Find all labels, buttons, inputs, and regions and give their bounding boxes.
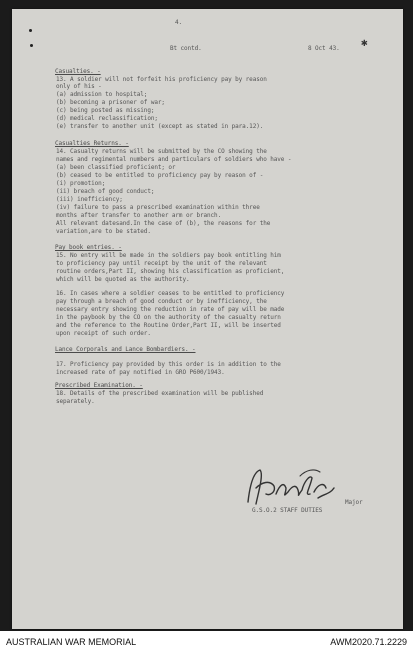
heading-lance: Lance Corporals and Lance Bombardiers. - bbox=[55, 346, 196, 353]
text-line: (b) ceased to be entitled to proficiency pay by reason of - bbox=[56, 172, 264, 179]
text-line: 13. A soldier will not forfeit his proficiency pay by reason bbox=[56, 76, 267, 83]
archive-footer bbox=[0, 631, 413, 653]
text-line: and the reference to the Routine Order,Part II, will be inserted bbox=[56, 322, 281, 329]
heading-pay-book: Pay book entries. - bbox=[55, 244, 122, 251]
text-line: (i) promotion; bbox=[56, 180, 106, 187]
text-line: (a) been classified proficient; or bbox=[56, 164, 176, 171]
text-line: separately. bbox=[56, 398, 95, 405]
text-line: (b) becoming a prisoner of war; bbox=[56, 99, 165, 106]
text-line: (iii) inefficiency; bbox=[56, 196, 123, 203]
text-line: in the paybook by the CO on the authority of the casualty return bbox=[56, 314, 281, 321]
text-line: pay through a breach of good conduct or by inefficiency, the bbox=[56, 298, 267, 305]
handwritten-signature bbox=[240, 464, 340, 508]
page-number: 4. bbox=[175, 19, 183, 26]
text-line: 18. Details of the prescribed examination will be published bbox=[56, 390, 264, 397]
text-line: to proficiency pay until receipt by the unit of the relevant bbox=[56, 260, 267, 267]
text-line: 16. In cases where a soldier ceases to be entitled to proficiency bbox=[56, 290, 285, 297]
document-page bbox=[12, 9, 403, 629]
heading-casualty-returns: Casualties Returns. - bbox=[55, 140, 129, 147]
header-date: 8 Oct 43. bbox=[308, 45, 340, 52]
punch-hole bbox=[29, 29, 32, 32]
signature-rank: Major bbox=[345, 499, 363, 506]
text-line: names and regimental numbers and particulars of soldiers who have - bbox=[56, 156, 292, 163]
footer-accession-number: AWM2020.71.2229 bbox=[330, 637, 407, 647]
text-line: only of his - bbox=[56, 83, 102, 90]
heading-casualties: Casualties. - bbox=[55, 68, 101, 75]
text-line: (d) medical reclassification; bbox=[56, 115, 158, 122]
text-line: 14. Casualty returns will be submitted by the CO showing the bbox=[56, 148, 267, 155]
text-line: upon receipt of such order. bbox=[56, 330, 151, 337]
text-line: (iv) failure to pass a prescribed examination within three bbox=[56, 204, 260, 211]
text-line: which will be quoted as the authority. bbox=[56, 276, 190, 283]
text-line: necessary entry showing the reduction in rate of pay will be made bbox=[56, 306, 285, 313]
text-line: (a) admission to hospital; bbox=[56, 91, 148, 98]
text-line: (c) being posted as missing; bbox=[56, 107, 155, 114]
heading-exam: Prescribed Examination. - bbox=[55, 382, 143, 389]
text-line: routine orders,Part II, showing his classification as proficient, bbox=[56, 268, 285, 275]
punch-hole bbox=[30, 44, 33, 47]
text-line: (ii) breach of good conduct; bbox=[56, 188, 155, 195]
signature-title: G.S.O.2 STAFF DUTIES bbox=[252, 507, 323, 514]
header-left: Bt contd. bbox=[170, 45, 202, 52]
star-mark: ✱ bbox=[361, 36, 368, 49]
footer-institution: AUSTRALIAN WAR MEMORIAL bbox=[6, 637, 137, 647]
text-line: (e) transfer to another unit (except as stated in para.12). bbox=[56, 123, 264, 130]
text-line: variation,are to be stated. bbox=[56, 228, 151, 235]
text-line: months after transfer to another arm or branch. bbox=[56, 212, 222, 219]
text-line: 15. No entry will be made in the soldiers pay book entitling him bbox=[56, 252, 281, 259]
text-line: increased rate of pay notified in GRO P600/1943. bbox=[56, 369, 225, 376]
text-line: All relevant datesand.In the case of (b), the reasons for the bbox=[56, 220, 271, 227]
text-line: 17. Proficiency pay provided by this order is in addition to the bbox=[56, 361, 281, 368]
